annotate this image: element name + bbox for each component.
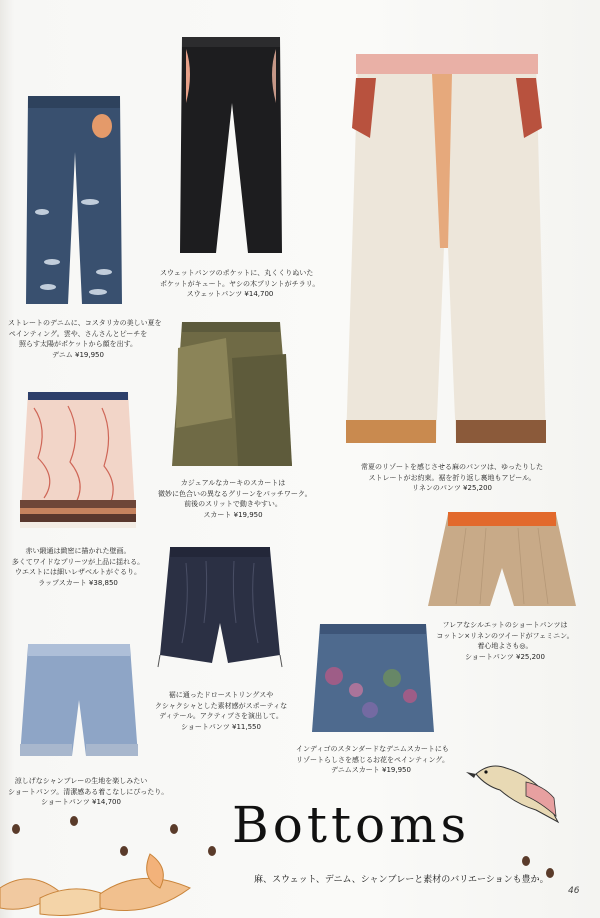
khaki-caption: カジュアルなカーキのスカートは 微妙に色合いの異なるグリーンをパッチワーク。 前後のスリットで動きやすい。 スカート ¥19,950 <box>158 479 312 519</box>
denim-skirt-caption: インディゴのスタンダードなデニムスカートにも リゾートらしさを感じるお花をペインティング。 デニムスカート ¥19,950 <box>296 745 450 774</box>
drawstring-shorts-image <box>156 543 284 671</box>
linen-pants-image <box>340 48 554 450</box>
coffee-bean-icon <box>120 846 128 856</box>
denim-jeans-image <box>20 92 128 310</box>
wrap-skirt-image <box>18 388 138 538</box>
drawstring-caption: 裾に通ったドローストリングスや クシャクシャとした素材感がスポーティな ディテール。アクティブさを演出して。 ショートパンツ ¥11,550 <box>154 691 288 731</box>
tweed-shorts-image <box>426 508 578 612</box>
section-title: Bottoms <box>232 796 471 854</box>
coffee-bean-icon <box>12 824 20 834</box>
chambray-shorts-image <box>16 640 142 766</box>
coffee-bean-icon <box>70 816 78 826</box>
sweat-caption: スウェットパンツのポケットに、丸くくりぬいた ポケットがキュート。ヤシの木プリントがチラリ。 スウェットパンツ ¥14,700 <box>160 269 320 298</box>
coffee-bean-icon <box>522 856 530 866</box>
linen-caption: 常夏のリゾートを感じさせる麻のパンツは、ゆったりした ストレートがお約束。裾を折り返し裏地もアピール。 リネンのパンツ ¥25,200 <box>361 463 543 492</box>
denim-caption: ストレートのデニムに、コスタリカの美しい夏を ペインティング。雲や、さんさんとピーチを 照らす太陽がポケットから顔を出す。 デニム ¥19,950 <box>8 319 162 359</box>
khaki-skirt-image <box>168 318 296 470</box>
chambray-caption: 涼しげなシャンブレーの生地を楽しみたい ショートパンツ。清潔感ある着こなしにぴったり。 ショートパンツ ¥14,700 <box>8 777 169 806</box>
tweed-caption: フレアなシルエットのショートパンツは コットン×リネンのツイードがフェミニン。 着心地よさも◎。 ショートパンツ ¥25,200 <box>436 621 574 661</box>
coffee-bean-icon <box>208 846 216 856</box>
leaf-illustration <box>0 848 220 918</box>
wrap-caption: 赤い緞通は緻密に描かれた壁画。 多くてワイドなプリーツが上品に揺れる。 ウエストには細いレザベルトがぐるり。 ラップスカート ¥38,850 <box>11 547 145 587</box>
bird-illustration <box>466 752 566 832</box>
page-number: 46 <box>568 886 580 896</box>
section-tagline: 麻、スウェット、デニム、シャンブレーと素材のバリエーションも豊か。 <box>254 875 549 885</box>
sweat-pants-image <box>172 33 290 261</box>
coffee-bean-icon <box>170 824 178 834</box>
denim-skirt-image <box>310 620 436 736</box>
